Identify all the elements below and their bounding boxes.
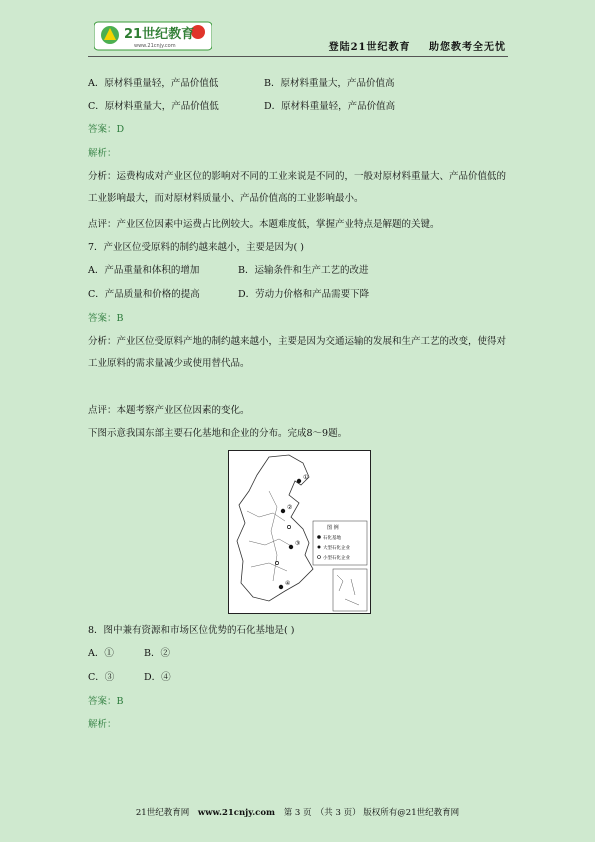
legend-symbol-base (317, 535, 321, 539)
q6-comment: 点评：产业区位因素中运费占比例较大。本题难度低，掌握产业特点是解题的关键。 (88, 219, 440, 230)
q8-options-row-1 (88, 648, 170, 660)
logo-text: 21世纪教育 (124, 27, 195, 42)
petrochemical-map (228, 450, 371, 614)
logo-subtext: www.21cnjy.com (134, 43, 176, 49)
legend-title: 图 例 (327, 525, 339, 531)
legend-item-2: 大型石化企业 (323, 546, 350, 551)
q6-options-row-2 (88, 101, 396, 113)
map-label-1: ① (303, 474, 309, 481)
q7-answer: 答案：B (88, 313, 124, 324)
q8-option-c: C．③ (88, 672, 115, 683)
q6-jiexi-label: 解析： (88, 148, 117, 159)
header-slogan (315, 38, 506, 53)
logo-graphic (94, 20, 212, 52)
coastline (237, 455, 313, 601)
q6-option-b: B．原材料重量大，产品价值高 (264, 78, 395, 89)
map-label-3: ③ (295, 540, 301, 547)
q6-option-c: C．原材料重量大，产品价值低 (88, 101, 219, 112)
site-logo (94, 20, 212, 52)
base-marker-2 (281, 509, 285, 513)
q8-option-b: B．② (144, 648, 170, 659)
page-header (88, 18, 508, 57)
q8-options-row-2 (88, 672, 171, 684)
base-marker-4 (279, 585, 283, 589)
slogan-part-2: 助您教考全无忧 (429, 42, 506, 53)
q7-analysis: 分析：产业区位受原料产地的制约越来越小，主要是因为交通运输的发展和生产工艺的改变，使得对工业原料的需求量减少或使用替代品。 (88, 336, 507, 369)
enterprise-marker (287, 525, 290, 528)
q8-9-intro: 下图示意我国东部主要石化基地和企业的分布。完成8～9题。 (88, 428, 348, 439)
footer-site-name: 21世纪教育网 (135, 808, 190, 818)
q8-answer: 答案：B (88, 696, 124, 707)
legend-symbol-large (318, 546, 321, 549)
q8-option-a: A．① (88, 648, 114, 659)
q7-options-row-1 (88, 265, 369, 277)
footer-page-number: 第 3 页 （共 3 页） (283, 808, 361, 818)
q7-option-d: D．劳动力价格和产品需要下降 (238, 289, 370, 300)
q7-options-row-2 (88, 289, 370, 301)
q6-option-d: D．原材料重量轻，产品价值高 (264, 101, 396, 112)
q7-comment: 点评：本题考察产业区位因素的变化。 (88, 405, 250, 416)
legend-item-1: 石化基地 (323, 536, 341, 541)
map-drawing (229, 451, 370, 613)
footer-copyright: 版权所有@21世纪教育网 (363, 808, 460, 818)
south-sea-inset (333, 569, 367, 611)
footer-url[interactable]: www.21cnjy.com (197, 808, 275, 818)
q8-jiexi-label: 解析： (88, 719, 117, 730)
map-label-4: ④ (285, 580, 291, 587)
q6-options-row-1 (88, 78, 395, 90)
q7-option-a: A．产品重量和体积的增加 (88, 265, 200, 276)
map-label-2: ② (287, 504, 293, 511)
q7-option-b: B．运输条件和生产工艺的改进 (238, 265, 369, 276)
q8-option-d: D．④ (144, 672, 171, 683)
q6-analysis: 分析：运费构成对产业区位的影响对不同的工业来说是不同的，一般对原材料重量大、产品价值低的工业影响最大，而对原材料质量小、产品价值高的工业影响最小。 (88, 171, 507, 204)
page-footer (0, 806, 595, 818)
q6-answer: 答案：D (88, 124, 125, 135)
q6-option-a: A．原材料重量轻，产品价值低 (88, 78, 219, 89)
q7-stem: 7．产业区位受原料的制约越来越小，主要是因为( ) (88, 242, 304, 253)
slogan-part-1: 登陆21世纪教育 (328, 42, 411, 53)
q8-stem: 8．图中兼有资源和市场区位优势的石化基地是( ) (88, 625, 295, 636)
base-marker-1 (297, 479, 301, 483)
base-marker-3 (289, 545, 293, 549)
legend-item-3: 小型石化企业 (323, 556, 350, 561)
q7-option-c: C．产品质量和价格的提高 (88, 289, 200, 300)
